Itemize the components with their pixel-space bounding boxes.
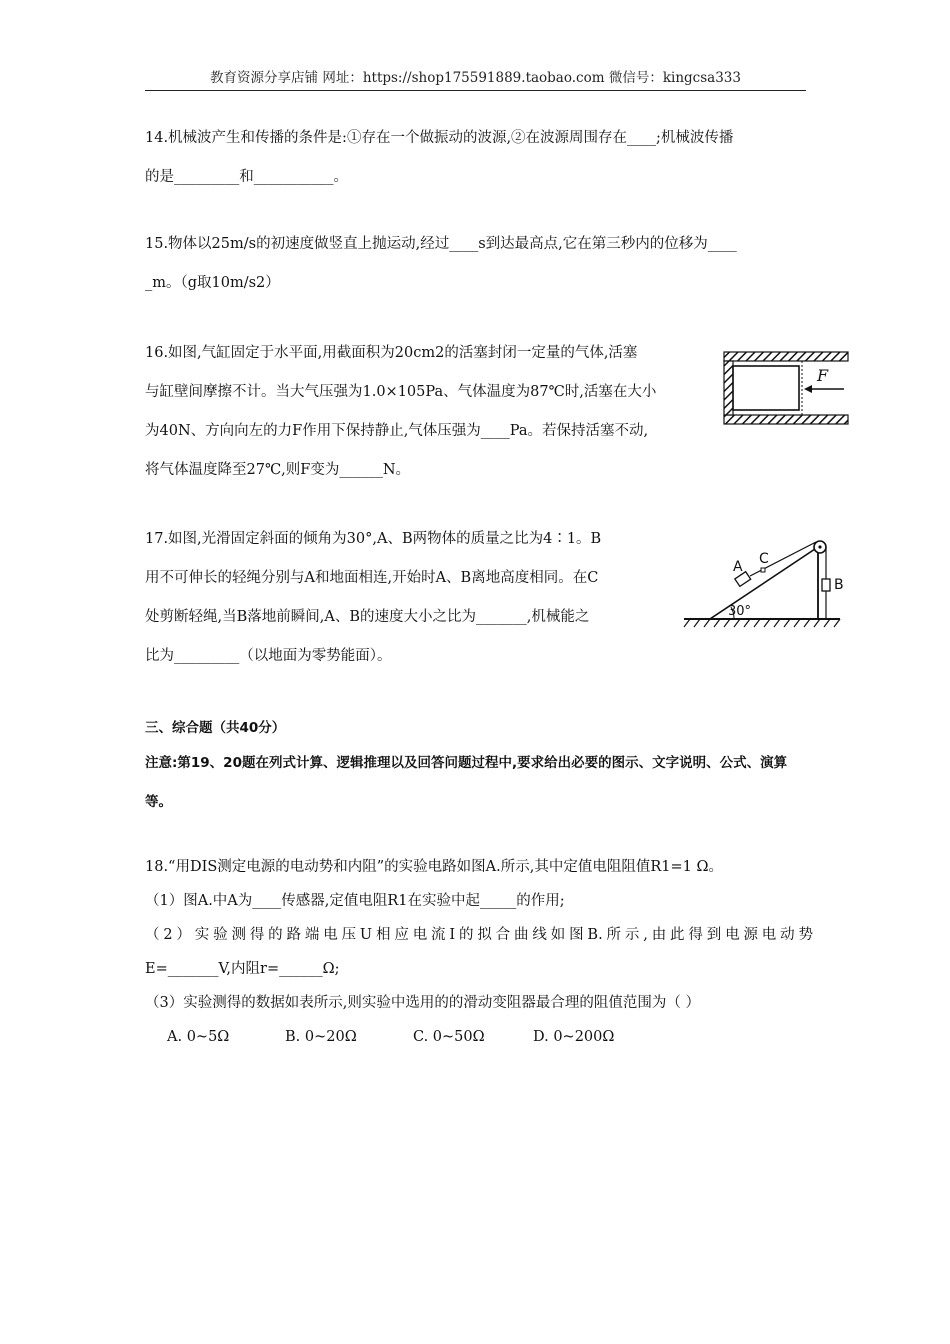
question-14 — [145, 119, 807, 197]
question-16 — [145, 334, 710, 490]
question-18-line: （1）图A.中A为____传感器,定值电阻R1在实验中起_____的作用; — [145, 893, 565, 909]
section-3-note — [145, 744, 810, 822]
option-d: D. 0~200Ω — [533, 1029, 615, 1045]
question-15-line: _m。（g取10m/s2） — [145, 275, 280, 291]
question-18-line: E=_______V,内阻r=______Ω; — [145, 961, 340, 977]
section-3-title: 三、综合题（共40分） — [145, 720, 286, 736]
question-18-line: 18.“用DIS测定电源的电动势和内阻”的实验电路如图A.所示,其中定值电阻阻值R1=1 Ω。 — [145, 859, 724, 875]
option-b: B. 0~20Ω — [285, 1029, 357, 1045]
question-14-line: 的是_________和___________。 — [145, 169, 348, 185]
question-17-line: 用不可伸长的轻绳分别与A和地面相连,开始时A、B离地高度相同。在C — [145, 570, 599, 586]
question-17-line: 比为_________（以地面为零势能面）。 — [145, 648, 392, 664]
section-3-note-line: 等。 — [145, 794, 172, 810]
label-angle: 30° — [728, 604, 752, 619]
question-18-line: （3）实验测得的数据如表所示,则实验中选用的的滑动变阻器最合理的阻值范围为（ ） — [145, 995, 700, 1011]
label-b: B — [834, 577, 844, 593]
question-18-options — [145, 1020, 813, 1054]
question-18 — [145, 850, 813, 1054]
question-18-line: （2）实验测得的路端电压U相应电流I的拟合曲线如图B.所示,由此得到电源电动势 — [145, 927, 813, 943]
label-c: C — [759, 551, 769, 567]
label-a: A — [733, 559, 743, 575]
page-header: 教育资源分享店铺 网址：https://shop175591889.taobao.com 微信号：kingcsa333 — [145, 66, 806, 91]
question-16-line: 与缸壁间摩擦不计。当大气压强为1.0×105Pa、气体温度为87℃时,活塞在大小 — [145, 384, 657, 400]
question-16-line: 16.如图,气缸固定于水平面,用截面积为20cm2的活塞封闭一定量的气体,活塞 — [145, 345, 638, 361]
question-17 — [145, 520, 665, 676]
question-16-line: 为40N、方向向左的力F作用下保持静止,气体压强为____Pa。若保持活塞不动, — [145, 423, 649, 439]
question-15 — [145, 225, 807, 303]
question-16-line: 将气体温度降至27℃,则F变为______N。 — [145, 462, 411, 478]
option-a: A. 0~5Ω — [167, 1029, 230, 1045]
question-15-line: 15.物体以25m/s的初速度做竖直上抛运动,经过____s到达最高点,它在第三秒内的位移为____ — [145, 236, 737, 252]
section-3-note-line: 注意:第19、20题在列式计算、逻辑推理以及回答问题过程中,要求给出必要的图示、文字说明、公式、演算 — [145, 755, 788, 771]
incline-pulley-figure — [682, 533, 844, 633]
force-label: F — [817, 366, 829, 385]
question-14-line: 14.机械波产生和传播的条件是:①存在一个做振动的波源,②在波源周围存在____;机械波传播 — [145, 130, 734, 146]
question-17-line: 处剪断轻绳,当B落地前瞬间,A、B的速度大小之比为_______,机械能之 — [145, 609, 590, 625]
question-17-line: 17.如图,光滑固定斜面的倾角为30°,A、B两物体的质量之比为4∶1。B — [145, 531, 602, 547]
cylinder-piston-figure — [722, 350, 852, 430]
option-c: C. 0~50Ω — [413, 1029, 485, 1045]
